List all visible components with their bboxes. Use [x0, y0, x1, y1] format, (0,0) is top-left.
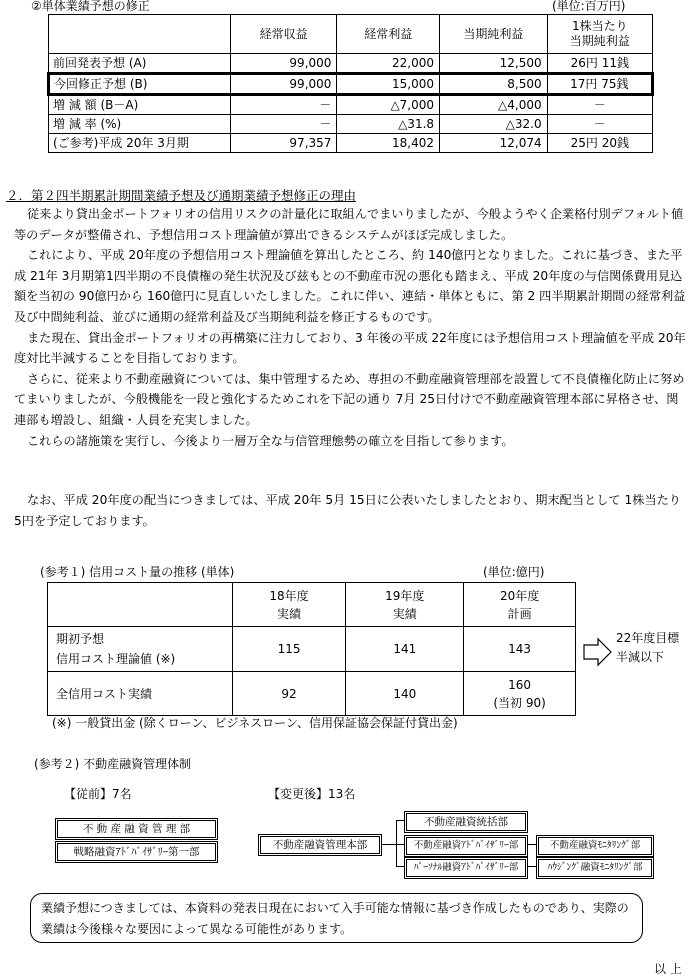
- after-child-3: ﾊﾟｰｿﾅﾙ融資ｱﾄﾞﾊﾞｲｻﾞﾘｰ部: [404, 857, 528, 879]
- cell-value: △31.8: [337, 115, 440, 134]
- header-year: 19年度: [385, 588, 425, 603]
- row-label-line1: 期初予想: [56, 632, 105, 646]
- cell-value-main: 160: [508, 677, 532, 692]
- table-row: [48, 672, 576, 716]
- cell-value-note: (当初 90): [493, 695, 546, 710]
- paragraph: これにより、平成 20年度の予想信用コスト理論値を算出したところ、約 140億円となりました。これに基づき、また平成 21年 3月期第1四半期の不良債権の発生状況及び兹もとの不動産市況の悪化も踏まえ、平成 20年度の与信関係費用見込額を当初の 90億円から 160億円に見直しいたしました。これに伴い、連結・単体ともに、第 2 四半期累計期間の経常利益及び中間純利益、並びに通期の経常利益及び当期純利益を修正するものです。: [14, 248, 686, 324]
- disclaimer-box: 業績予想につきましては、本資料の発表日現在において入手可能な情報に基づき作成したものであり、実際の業績は今後様々な要因によって異なる可能性があります。: [30, 893, 643, 943]
- cell-value: 99,000: [230, 74, 337, 95]
- before-label: 【従前】7名: [64, 787, 132, 801]
- cell-value: 15,000: [337, 74, 440, 95]
- cell-value: △32.0: [440, 115, 548, 134]
- header-per-share-line1: 1株当たり: [571, 19, 628, 33]
- header-net-income: 当期純利益: [440, 15, 548, 54]
- cell-value: 12,074: [440, 134, 548, 153]
- row-label: 増 減 率 (%): [49, 115, 231, 134]
- header-cell-empty: [49, 15, 231, 54]
- table-row-highlighted: [49, 74, 653, 95]
- cell-value: 22,000: [337, 54, 440, 74]
- ref1-footnote: (※) 一般貸出金 (除くローン、ビジネスローン、信用保証協会保証付貸出金): [52, 716, 458, 730]
- credit-cost-table: [47, 582, 576, 716]
- table-header-row: [48, 583, 576, 627]
- header-year: 18年度: [269, 588, 309, 603]
- header-ordinary-revenue: 経常収益: [230, 15, 337, 54]
- connector-line: [396, 844, 404, 845]
- ref1-unit: (単位:億円): [483, 565, 545, 579]
- cell-value: －: [547, 115, 652, 134]
- target-text: [616, 629, 679, 667]
- header-ordinary-profit: 経常利益: [337, 15, 440, 54]
- after-label: 【変更後】13名: [268, 787, 356, 801]
- cell-value: 18,402: [337, 134, 440, 153]
- cell-value: －: [547, 95, 652, 115]
- after-root-box: 不動産融資管理本部: [258, 834, 382, 856]
- after-grandchild-1: 不動産融資ﾓﾆﾀﾘﾝｸﾞ部: [536, 835, 654, 857]
- row-label: 前回発表予想 (A): [49, 54, 231, 74]
- connector-line: [396, 866, 404, 867]
- header-kind: 計画: [507, 606, 532, 621]
- table-row: [49, 134, 653, 153]
- header-kind: 実績: [277, 606, 302, 621]
- cell-value: 141: [346, 627, 464, 672]
- paragraph: 従来より貸出金ポートフォリオの信用リスクの計量化に取組んでまいりましたが、今般ようやく企業格付別デフォルト値等のデータが整備され、予想信用コスト理論値が算出できるシステムがほぼ完成しました。: [14, 207, 684, 242]
- connector-line: [528, 866, 536, 867]
- connector-line: [528, 844, 536, 845]
- header-per-share: [547, 15, 652, 54]
- cell-value: 140: [346, 672, 464, 716]
- connector-line: [396, 820, 397, 866]
- row-label: 全信用コスト実績: [48, 672, 233, 716]
- reason-heading: ２．第２四半期累計期間業績予想及び通期業績予想修正の理由: [6, 188, 357, 203]
- cell-value: 25円 20銭: [547, 134, 652, 153]
- cell-value: 8,500: [440, 74, 548, 95]
- row-label: 今回修正予想 (B): [49, 74, 231, 95]
- cell-value: 26円 11銭: [547, 54, 652, 74]
- table-row: [48, 627, 576, 672]
- row-label: 増 減 額 (B－A): [49, 95, 231, 115]
- after-child-1: 不動産融資統括部: [404, 811, 528, 833]
- cell-value: △7,000: [337, 95, 440, 115]
- table-row: [49, 54, 653, 74]
- paragraph: さらに、従来より不動産融資については、集中管理するため、専担の不動産融資管理部を設置して不良債権化防止に努めてまいりましたが、今般機能を一段と強化するためこれを下記の通り 7月 25日付けで不動産融資管理本部に昇格させ、関連部も増設し、組織・人員を充実しました。: [14, 371, 685, 427]
- header-fy18: [232, 583, 346, 627]
- table-row: [49, 115, 653, 134]
- forecast-revision-table: [47, 14, 654, 153]
- row-label-line2: 信用コスト理論値 (※): [56, 652, 176, 666]
- cell-value: [464, 672, 576, 716]
- ref2-title: (参考２) 不動産融資管理体制: [34, 757, 192, 771]
- right-arrow-icon: [583, 637, 613, 667]
- cell-value: 17円 75銭: [547, 74, 652, 95]
- header-year: 20年度: [499, 588, 540, 603]
- header-kind: 実績: [392, 606, 417, 621]
- cell-value: 97,357: [230, 134, 337, 153]
- ref1-title: (参考１) 信用コスト量の推移 (単体): [40, 565, 235, 579]
- cell-value: 143: [464, 627, 576, 672]
- cell-value: －: [230, 115, 337, 134]
- closing-text: 以 上: [654, 962, 682, 976]
- cell-value: 99,000: [230, 54, 337, 74]
- reason-body: [14, 204, 690, 451]
- section-heading: ②単体業績予想の修正: [31, 0, 150, 13]
- after-grandchild-2: ﾊｳｼﾞﾝｸﾞ融資ﾓﾆﾀﾘﾝｸﾞ部: [536, 857, 654, 879]
- before-box-1: 不 動 産 融 資 管 理 部: [55, 818, 218, 840]
- paragraph: なお、平成 20年度の配当につきましては、平成 20年 5月 15日に公表いたしましたとおり、期末配当として 1株当たり 5円を予定しております。: [14, 493, 681, 528]
- target-text-line1: 22年度目標: [616, 631, 680, 645]
- paragraph: また現在、貸出金ポートフォリオの再構築に注力しており、3 年後の平成 22年度には予想信用コスト理論値を平成 20年度対比半減することを目指しております。: [14, 330, 686, 366]
- after-child-2: 不動産融資ｱﾄﾞﾊﾞｲｻﾞﾘｰ部: [404, 835, 528, 857]
- connector-line: [396, 820, 404, 821]
- target-text-line2: 半減以下: [616, 650, 665, 664]
- dividend-note: [14, 490, 690, 531]
- paragraph: これらの諸施策を実行し、今後より一層万全な与信管理態勢の確立を目指して参ります。: [27, 433, 514, 448]
- table-row: [49, 95, 653, 115]
- header-cell-empty: [48, 583, 233, 627]
- connector-line: [382, 844, 396, 845]
- header-fy19: [346, 583, 464, 627]
- before-box-2: 戦略融資ｱﾄﾞﾊﾞｲｻﾞﾘｰ第一部: [55, 841, 218, 863]
- cell-value: 92: [232, 672, 346, 716]
- header-fy20: [464, 583, 576, 627]
- cell-value: －: [230, 95, 337, 115]
- table-header-row: [49, 15, 653, 54]
- header-per-share-line2: 当期純利益: [569, 34, 630, 48]
- row-label: [48, 627, 233, 672]
- unit-label: (単位:百万円): [552, 0, 626, 13]
- cell-value: 12,500: [440, 54, 548, 74]
- cell-value: 115: [232, 627, 346, 672]
- cell-value: △4,000: [440, 95, 548, 115]
- row-label: (ご参考)平成 20年 3月期: [49, 134, 231, 153]
